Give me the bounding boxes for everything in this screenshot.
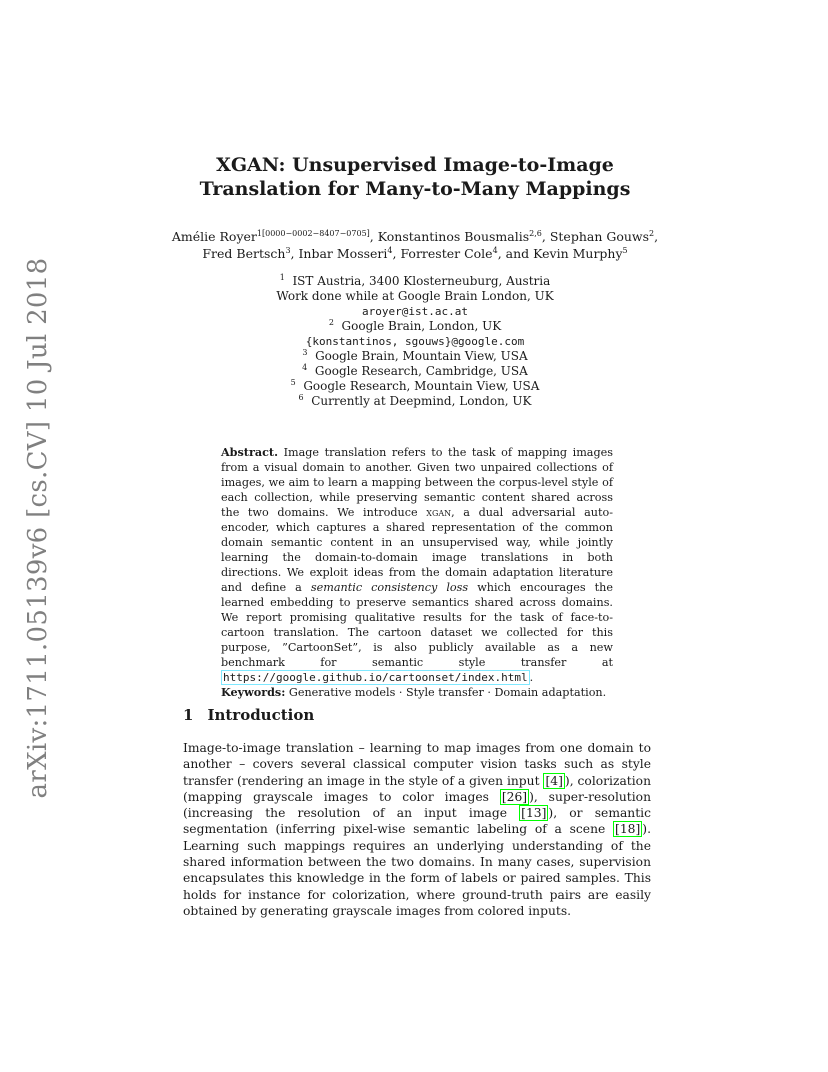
- author-affiliation-mark: 3: [285, 245, 291, 255]
- intro-paragraph: Image-to-image translation – learning to map images from one domain to another – covers several classical computer vision tasks such as style transfer (rendering an image in the style of a given input [4] ), colorization (mapping grayscale images to color images [26] ), super-resolution (increasing the resolution of an input image [13] ), or semantic segmentation (inferring pixel-wise semantic labeling of a scene [18] ). Learning such mappings requires an underlying understanding of the shared information between the two domains. In many cases, supervision encapsulates this knowledge in the form of labels or paired samples. This holds for instance for colorization, where ground-truth pairs are easily obtained by generating grayscale images from colored inputs.: [183, 741, 651, 918]
- email-1: aroyer@ist.ac.at: [362, 305, 468, 318]
- author-name: Amélie Royer: [171, 229, 257, 244]
- citation-link[interactable]: [13]: [521, 806, 547, 821]
- citation-link[interactable]: [18]: [615, 822, 641, 837]
- author-list: [170, 228, 660, 262]
- author-name: , Konstantinos Bousmalis: [369, 229, 530, 244]
- keywords-label: Keywords:: [221, 685, 286, 699]
- author-affiliation-mark: 4: [387, 245, 393, 255]
- dataset-url-link[interactable]: https://google.github.io/cartoonset/index.html: [223, 671, 528, 684]
- arxiv-identifier: arXiv:1711.05139v6 [cs.CV] 10 Jul 2018: [23, 257, 53, 798]
- author-affiliation-mark: 4: [492, 245, 498, 255]
- affiliation-5: $^5$ Google Research, Mountain View, USA: [290, 378, 540, 393]
- author-name: , Forrester Cole: [392, 246, 493, 261]
- section-number: 1: [183, 706, 194, 724]
- author-affiliation-mark: 2: [649, 228, 655, 238]
- affiliation-2: $^2$ Google Brain, London, UK: [328, 318, 502, 333]
- affiliation-1: $^1$ IST Austria, 3400 Klosterneuburg, Austria: [279, 273, 551, 288]
- author-name: , Stephan Gouws: [541, 229, 650, 244]
- title-line-1: XGAN: Unsupervised Image-to-Image: [216, 154, 614, 176]
- author-affiliation-mark: 2,6: [529, 228, 542, 238]
- author-name: , and Kevin Murphy: [497, 246, 623, 261]
- email-2: {konstantinos, sgouws}@google.com: [305, 335, 525, 348]
- keywords: [221, 685, 613, 700]
- title-line-2: Translation for Many-to-Many Mappings: [199, 178, 631, 200]
- keywords-text: Generative models · Style transfer · Domain adaptation.: [288, 686, 607, 699]
- abstract-body: Abstract. Image translation refers to the task of mapping images from a visual domain to another. Given two unpaired collections of images, we aim to learn a mapping between the corpus-level style of each collection, while preserving semantic content shared across the two domains. We introduce xgan, a dual adversarial auto-encoder, which captures a shared representation of the common domain semantic content in an unsupervised way, while jointly learning the domain-to-domain image translations in both directions. We exploit ideas from the domain adaptation literature and define a semantic consistency loss which encourages the learned embedding to preserve semantics shared across domains. We report promising qualitative results for the task of face-to-cartoon translation. The cartoon dataset we collected for this purpose, ”CartoonSet”, is also publicly available as a new benchmark for semantic style transfer at https://google.github.io/cartoonset/index.html .: [221, 445, 614, 684]
- section-title: Introduction: [207, 706, 315, 724]
- affiliation-6: $^6$ Currently at Deepmind, London, UK: [298, 393, 532, 408]
- author-name: , Fred Bertsch: [202, 229, 659, 261]
- citation-link[interactable]: [4]: [545, 773, 563, 788]
- arxiv-sidebar: [18, 257, 58, 798]
- affiliations: [220, 274, 610, 409]
- affiliation-note: Work done while at Google Brain London, UK: [276, 289, 554, 303]
- paper-title: [150, 153, 680, 201]
- citation-link[interactable]: [26]: [501, 789, 528, 804]
- section-heading: [183, 705, 314, 725]
- abstract: [221, 445, 613, 700]
- abstract-label: Abstract.: [221, 445, 278, 459]
- author-name: , Inbar Mosseri: [290, 246, 388, 261]
- model-name: xgan: [426, 506, 452, 519]
- author-affiliation-mark: 5: [622, 245, 628, 255]
- affiliation-3: $^3$ Google Brain, Mountain View, USA: [302, 348, 528, 363]
- affiliation-4: $^4$ Google Research, Cambridge, USA: [302, 363, 528, 378]
- author-affiliation-mark: 1[0000−0002−8407−0705]: [256, 228, 370, 238]
- loss-name: semantic consistency loss: [310, 581, 469, 594]
